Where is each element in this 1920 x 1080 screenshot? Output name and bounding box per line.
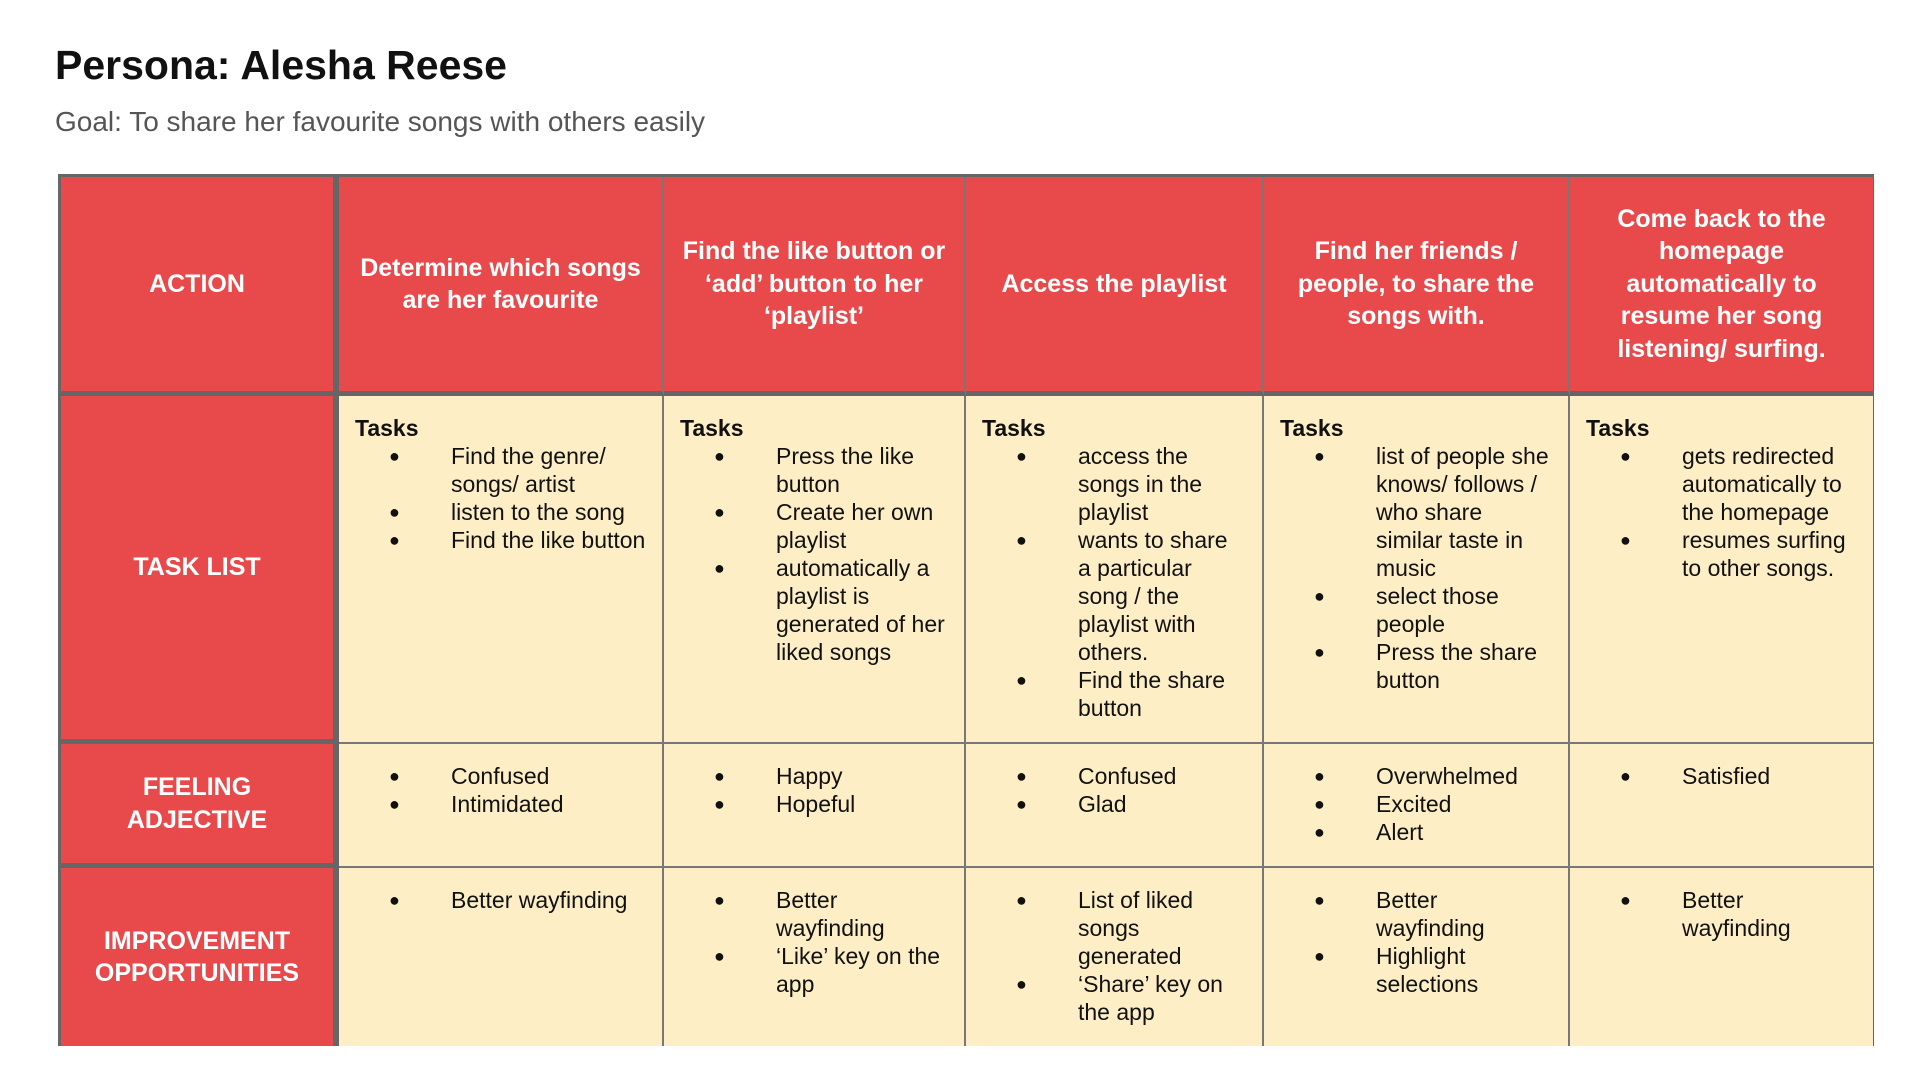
task-cell (1570, 396, 1873, 744)
task-cell (664, 396, 966, 744)
feelings-list (982, 762, 1246, 818)
row-label-action: ACTION (61, 177, 339, 396)
improvement-cell (664, 868, 966, 1046)
tasks-list (1280, 442, 1552, 694)
list-item: ● List of liked songs generated (982, 886, 1246, 970)
goal-subtitle: Goal: To share her favourite songs with others easily (55, 106, 706, 137)
action-header: Determine which songs are her favourite (339, 177, 664, 396)
improvements-list (1280, 886, 1552, 998)
journey-map-table (58, 174, 1874, 1046)
list-item: ● Hopeful (680, 790, 948, 818)
list-item: ● select those people (1280, 582, 1552, 638)
improvements-list (1586, 886, 1857, 942)
list-item: ● resumes surfing to other songs. (1586, 526, 1857, 582)
list-item: ● Better wayfinding (355, 886, 646, 914)
action-header: Access the playlist (966, 177, 1264, 396)
feelings-list (680, 762, 948, 818)
tasks-list (680, 442, 948, 666)
list-item: ● gets redirected automatically to the homepage (1586, 442, 1857, 526)
feeling-cell (966, 744, 1264, 868)
page-title: Persona: Alesha Reese (55, 42, 507, 88)
improvement-cell (339, 868, 664, 1046)
list-item: ● Happy (680, 762, 948, 790)
tasks-label: Tasks (1586, 415, 1650, 441)
list-item: ● Confused (355, 762, 646, 790)
list-item: ● Find the share button (982, 666, 1246, 722)
list-item: ● listen to the song (355, 498, 646, 526)
list-item: ● Intimidated (355, 790, 646, 818)
feelings-list (1280, 762, 1552, 846)
task-cell (339, 396, 664, 744)
row-label-feeling: FEELING ADJECTIVE (61, 744, 339, 868)
list-item: ● access the songs in the playlist (982, 442, 1246, 526)
row-label-task-list: TASK LIST (61, 396, 339, 744)
action-header: Find the like button or ‘add’ button to her ‘playlist’ (664, 177, 966, 396)
feelings-list (355, 762, 646, 818)
list-item: ● Highlight selections (1280, 942, 1552, 998)
list-item: ● Find the like button (355, 526, 646, 554)
list-item: ● Alert (1280, 818, 1552, 846)
feeling-cell (1264, 744, 1570, 868)
action-header: Find her friends / people, to share the songs with. (1264, 177, 1570, 396)
tasks-list (355, 442, 646, 554)
list-item: ● Satisfied (1586, 762, 1857, 790)
feeling-cell (1570, 744, 1873, 868)
tasks-label: Tasks (982, 415, 1046, 441)
task-cell (1264, 396, 1570, 744)
list-item: ● Excited (1280, 790, 1552, 818)
improvement-cell (966, 868, 1264, 1046)
list-item: ● Better wayfinding (1280, 886, 1552, 942)
tasks-list (982, 442, 1246, 722)
improvements-list (680, 886, 948, 998)
list-item: ● Better wayfinding (680, 886, 948, 942)
improvement-cell (1264, 868, 1570, 1046)
list-item: ● ‘Like’ key on the app (680, 942, 948, 998)
list-item: ● Better wayfinding (1586, 886, 1857, 942)
improvement-cell (1570, 868, 1873, 1046)
tasks-label: Tasks (1280, 415, 1344, 441)
feelings-list (1586, 762, 1857, 790)
list-item: ● automatically a playlist is generated of her liked songs (680, 554, 948, 666)
row-label-improvement: IMPROVEMENT OPPORTUNITIES (61, 868, 339, 1046)
list-item: ● Find the genre/ songs/ artist (355, 442, 646, 498)
list-item: ● list of people she knows/ follows / who share similar taste in music (1280, 442, 1552, 582)
tasks-label: Tasks (355, 415, 419, 441)
feeling-cell (664, 744, 966, 868)
list-item: ● Create her own playlist (680, 498, 948, 554)
list-item: ● Press the share button (1280, 638, 1552, 694)
list-item: ● wants to share a particular song / the playlist with others. (982, 526, 1246, 666)
tasks-list (1586, 442, 1857, 582)
tasks-label: Tasks (680, 415, 744, 441)
improvements-list (982, 886, 1246, 1026)
list-item: ● Confused (982, 762, 1246, 790)
task-cell (966, 396, 1264, 744)
list-item: ● Press the like button (680, 442, 948, 498)
action-header: Come back to the homepage automatically to resume her song listening/ surfing. (1570, 177, 1873, 396)
feeling-cell (339, 744, 664, 868)
improvements-list (355, 886, 646, 914)
list-item: ● Glad (982, 790, 1246, 818)
list-item: ● ‘Share’ key on the app (982, 970, 1246, 1026)
list-item: ● Overwhelmed (1280, 762, 1552, 790)
